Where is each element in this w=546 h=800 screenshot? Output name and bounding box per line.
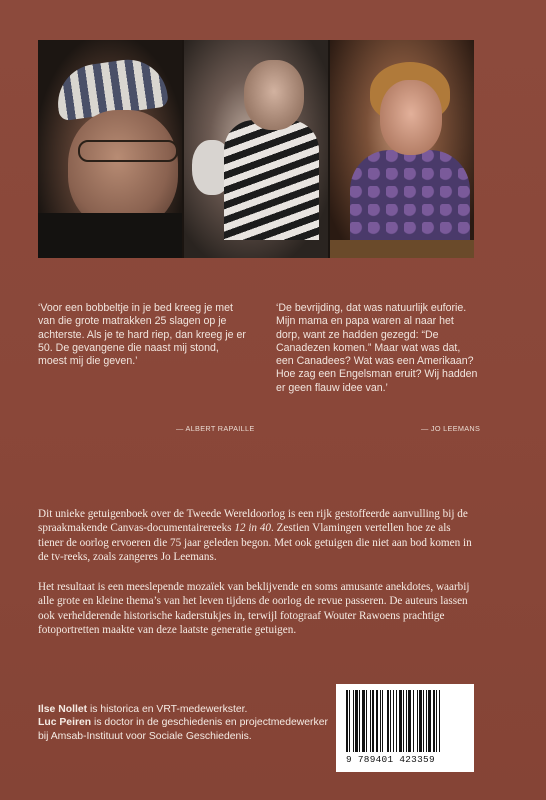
barcode-bars: [346, 690, 466, 752]
portrait-woman-striped: [184, 40, 328, 258]
author-name: Luc Peiren: [38, 717, 92, 729]
author-bio: Luc Peiren is doctor in de geschiedenis en projectmedewerker bij Amsab-Instituut voor Sociale Geschiedenis.: [38, 717, 328, 742]
quote-left: ‘Voor een bobbeltje in je bed kreeg je met van die grote matrakken 25 slagen op je achterste. Als je te hard riep, dan kreeg je er 50. De gevangene die naast mij stond, moest mij die geven.’: [38, 302, 246, 368]
series-title: 12 in 40: [234, 522, 271, 535]
glasses-icon: [78, 140, 178, 162]
quote-left-attribution: — ALBERT RAPAILLE: [176, 424, 255, 433]
blurb-paragraph-1: Dit unieke getuigenboek over de Tweede Wereldoorlog is een rijk gestoffeerde aanvulling bij de spraakmakende Canvas-documentairereeks 12 in 40. Zestien Vlamingen vertellen hoe ze als tiener de oorlog ervoeren die 75 jaar geleden begon. Met ook getuigen die niet aan bod komen in de tv-reeks, zoals zangeres Jo Leemans.: [38, 508, 472, 563]
barcode-stripe: [440, 690, 441, 752]
quote-right: ‘De bevrijding, dat was natuurlijk euforie. Mijn mama en papa waren al naar het dorp, want ze hadden gezegd: “De Canadezen komen.” Maar wat was dat, een Canadees? Wat was een Amerikaan? Hoe zag een Engelsman eruit? Wij hadden er geen flauw idee van.’: [276, 302, 478, 394]
author-bio: Ilse Nollet is historica en VRT-medewerkster.: [38, 704, 248, 715]
portrait-woman-smiling: [330, 40, 474, 258]
quote-right-attribution: — JO LEEMANS: [421, 424, 481, 433]
portrait-strip: [38, 40, 474, 258]
author-bios: [38, 703, 328, 743]
portrait-old-man: [38, 40, 182, 258]
author-name: Ilse Nollet: [38, 704, 88, 715]
blurb-paragraph-2: Het resultaat is een meeslepende mozaïek van beklijvende en soms amusante anekdotes, waarbij alle grote en kleine thema’s van het leven tijdens de oorlog de revue passeren. De auteurs lassen ook verhelderende historische kaderstukjes in, terwijl fotograaf Wouter Rawoens prachtige fotoportretten maakte van deze laatste generatie getuigen.: [38, 581, 470, 636]
isbn-number: 9 789401 423359: [346, 754, 435, 765]
isbn-barcode: [336, 684, 474, 772]
